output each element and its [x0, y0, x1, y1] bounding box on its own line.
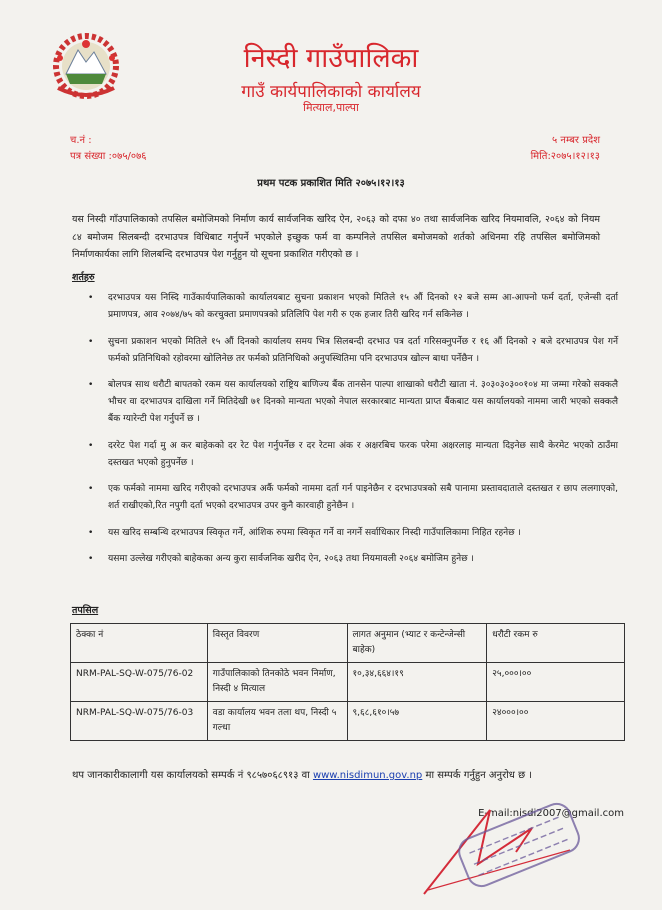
list-item: • बोलपत्र साथ धरौटी बापतको रकम यस कार्यालयको राष्ट्रिय बाणिज्य बैंक तानसेन पाल्पा शाखाको धरौटी खाता नं. ३०३०३०३००१०४ मा जम्मा गरेको सक्कलै भौचर वा दरभाउपत्र दाखिला गर्ने मितिदेखी ७१ दिनको मान्यता भएको नेपाल सरकारबाट मान्यता प्राप्त बैंकबाट यस कार्यालयको नाममा जारी भएको सक्कलै बैंक ग्यारेन्टी पेश गर्नुपर्ने छ ।: [88, 377, 618, 428]
website-link[interactable]: www.nisdimun.gov.np: [312, 770, 423, 781]
bullet-icon: •: [88, 380, 94, 390]
header-cost-estimate: लागत अनुमान (भ्याट र कन्टेन्जेन्सी बाहेक): [347, 624, 487, 663]
contact-line: [72, 767, 632, 781]
office-subtitle: गाउँ कार्यपालिकाको कार्यालय: [241, 82, 421, 102]
bullet-icon: •: [88, 554, 94, 564]
letter-date: मिति:२०७५।१२।१३: [530, 151, 600, 162]
bullet-icon: •: [88, 336, 94, 347]
bullet-icon: •: [88, 293, 94, 303]
table-row: [71, 702, 625, 741]
bullet-icon: •: [88, 527, 94, 538]
office-location: मित्याल,पाल्पा: [303, 101, 359, 114]
list-item: • सुचना प्रकाशन भएको मितिले १५ औं दिनको कार्यालय समय भित्र सिलबन्दी दरभाउ पत्र दर्ता गरिसक्नुपर्नेछ र १६ औं दिनको २ बजे दरभाउपत्र पेश गर्ने फर्मको प्रतिनिधिको रहोवरमा खोलिनेछ तर फर्मको प्रतिनिधिको अनुपस्थितिमा पनि दरभाउपत्र खोल्न बाधा पर्नेछैन ।: [88, 334, 618, 368]
cell-deposit: २४०००।००: [487, 702, 625, 741]
cell-description: गाउँपालिकाको तिनकोठे भवन निर्माण, निस्दी ४ मित्याल: [207, 663, 347, 702]
reference-number: च.नं :: [70, 135, 92, 146]
email-address: E-mail:nisdi2007@gmail.com: [478, 808, 624, 819]
bullet-icon: •: [88, 440, 94, 451]
cell-cost-estimate: १०,३४,६६४।१९: [347, 663, 487, 702]
province-label: ५ नम्बर प्रदेश: [552, 135, 600, 146]
contact-text: थप जानकारीकालागी यस कार्यालयको सम्पर्क नं ९८५७०६८९१३ वा: [72, 770, 313, 781]
list-item: • यस खरिद सम्बन्धि दरभाउपत्र स्विकृत गर्ने, आंशिक रुपमा स्विकृत गर्ने वा नगर्ने सर्वाधिकार निस्दी गाउँपालिकामा निहित रहनेछ ।: [88, 525, 618, 542]
intro-paragraph: यस निस्दी गाँउपालिकाको तपसिल बमोजिमको निर्माण कार्य सार्वजनिक खरिद ऐन, २०६३ को दफा ४० तथा सार्वजनिक खरिद नियमावलि, २०६४ को नियम ८४ बमोजम सिलबन्दी दरभाउपत्र विधिबाट गर्नुपर्ने भएकोले इच्छुक फर्म वा कम्पनिले तपसिल बमोजमको शर्तको अधिनमा रहि तपसिल बमोजिमको निर्माणकार्यका लागि शिलबन्दि दरभाउपत्र पेश गर्नुहुन यो सूचना प्रकाशित गरीएको छ ।: [72, 214, 600, 260]
list-item: • दररेट पेश गर्दा मु अ कर बाहेकको दर रेट पेश गर्नुपर्नेछ र दर रेटमा अंक र अक्षरबिच फरक परेमा अक्षरलाइ मान्यता दिइनेछ साथै केरमेट भएको ठाउँमा दस्तखत भएको हुनुपर्नेछ ।: [88, 438, 618, 472]
reference-block: [70, 133, 147, 165]
published-date: प्रथम पटक प्रकाशित मिति २०७५।१२।१३: [257, 178, 405, 189]
cell-contract-no: NRM-PAL-SQ-W-075/76-02: [71, 663, 208, 702]
cell-description: वडा कार्यालय भवन तला थप, निस्दी ५ गल्धा: [207, 702, 347, 741]
terms-list: [88, 290, 618, 578]
bullet-icon: •: [88, 484, 94, 494]
municipality-title: निस्दी गाउँपालिका: [243, 43, 419, 74]
table-header-row: [71, 624, 625, 663]
table-row: [71, 663, 625, 702]
cell-deposit: २५,०००।००: [487, 663, 625, 702]
header-deposit: धरौटी रकम रु: [487, 624, 625, 663]
header-contract-no: ठेक्का नं: [71, 624, 208, 663]
contact-text-end: मा सम्पर्क गर्नुहुन अनुरोध छ ।: [422, 770, 533, 781]
cell-contract-no: NRM-PAL-SQ-W-075/76-03: [71, 702, 208, 741]
province-date-block: [531, 133, 600, 165]
list-item: • एक फर्मको नाममा खरिद गरीएको दरभाउपत्र अर्कै फर्मको नाममा दर्ता गर्न पाइनेछैन र दरभाउपत्रको सबै पानामा प्रस्तावदाताले दस्तखत र छाप ललगाएको, शर्त राखीएको,रित नपुगी दर्ता भएको दरभाउपत्र उपर कुनै कारवाही हुनेछैन ।: [88, 481, 618, 515]
list-item: • दरभाउपत्र यस निस्दि गाउँकार्यपालिकाको कार्यालयबाट सुचना प्रकाशन भएको मितिले १५ औं दिनको १२ बजे सम्म आ-आफ्नो फर्म दर्ता, एजेन्सी दर्ता प्रमाणपत्र, आव २०७४/७५ को करचुक्ता प्रमाणपत्रको प्रतिलिपि पेश गरी रु एक हजार तिरी खरिद गर्न सकिनेछ ।: [88, 290, 618, 324]
terms-heading: शर्तहरु: [72, 272, 95, 283]
header-description: विस्तृत विवरण: [207, 624, 347, 663]
contract-table: [70, 623, 625, 741]
letter-number: पत्र संख्या :०७५/०७६: [70, 151, 147, 162]
table-heading: तपसिल: [72, 605, 99, 616]
office-stamp-icon: [420, 790, 580, 900]
cell-cost-estimate: ९,६८,६१०।५७: [347, 702, 487, 741]
list-item: • यसमा उल्लेख गरीएको बाहेकका अन्य कुरा सार्वजनिक खरीद ऐन, २०६३ तथा नियमावली २०६४ बमोजिम हुनेछ ।: [88, 551, 618, 568]
